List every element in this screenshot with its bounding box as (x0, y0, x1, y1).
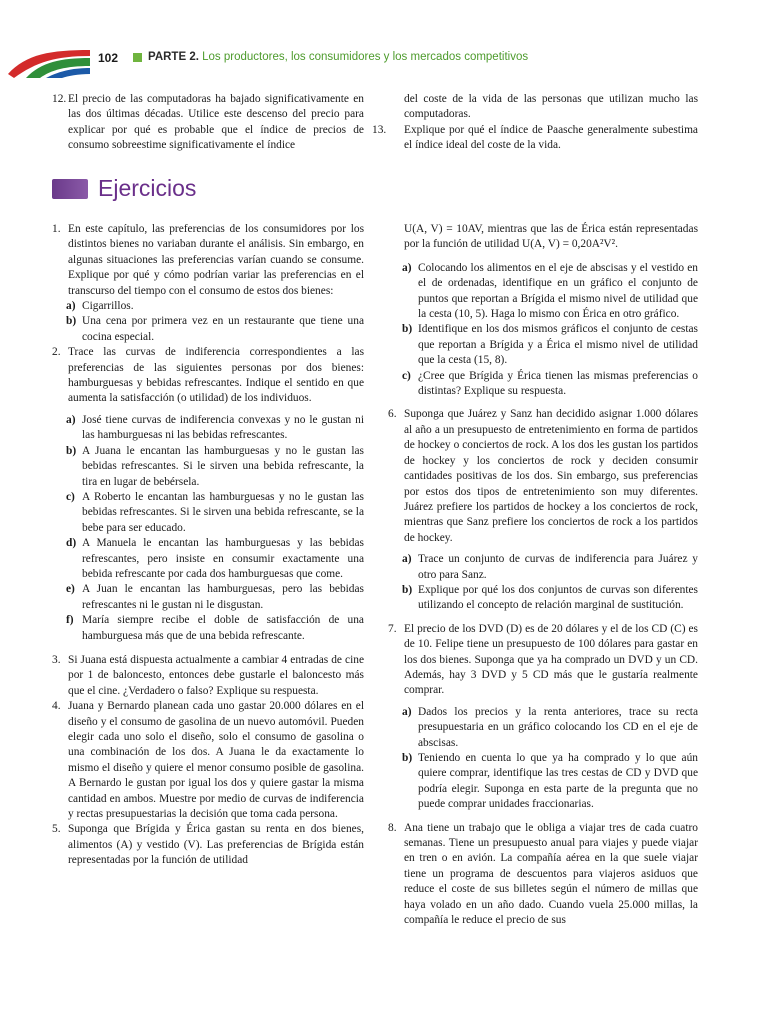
sub-letter: b) (402, 323, 413, 336)
exercise-text: Trace las curvas de indiferencia correspondientes a las preferencias de las siguientes personas por dos bienes: hamburguesas y bebidas refrescantes. Indique el sentido en que aumenta la satisfacción (o utilidad) de los individuos. (68, 346, 364, 405)
exercise-6b (388, 583, 698, 614)
exercise-5-continued: U(A, V) = 10AV, mientras que las de Érica están representadas por la función de utilidad U(A, V) = 0,20A²V². (404, 223, 698, 251)
exercise-5c (388, 369, 698, 400)
exercise-2a (52, 413, 364, 444)
exercise-2b (52, 444, 364, 490)
exercise-2 (52, 345, 364, 407)
sub-letter: c) (402, 369, 411, 382)
exercise-text: En este capítulo, las preferencias de los consumidores por los distintos bienes no variaban durante el análisis. Sin embargo, en algunas situaciones las preferencias varían cuando se consume. Explique por qué y cómo podrían variar las preferencias en el transcurso del tiempo con el consumo de estos dos bienes: (68, 223, 364, 297)
question-text: El precio de las computadoras ha bajado significativamente en las dos últimas décadas. Utilice este descenso del precio para explicar por qué es probable que el índice de precios de consumo sobreestime significativamente el índice (68, 93, 364, 152)
exercise-6a (388, 552, 698, 583)
question-12-continued: del coste de la vida de las personas que utilizan mucho las computadoras. (404, 93, 698, 121)
exercise-4 (52, 699, 364, 822)
sub-text: Teniendo en cuenta lo que ya ha comprado y lo que aún quiere comprar, identifique las tres cestas de CD y DVD que podría elegir. Suponga en esta parte de la pregunta que no puede comprar unidades fraccionarias. (418, 752, 698, 811)
exercise-number: 3. (52, 653, 61, 666)
publisher-logo-icon (6, 44, 92, 78)
exercise-3 (52, 653, 364, 699)
exercise-number: 6. (388, 408, 397, 421)
section-title: Ejercicios (98, 175, 197, 201)
question-12 (52, 92, 364, 154)
exercise-number: 5. (52, 823, 61, 836)
exercise-text: Juana y Bernardo planean cada uno gastar 20.000 dólares en el diseño y el consumo de gasolina de un nuevo automóvil. Pueden elegir cada uno solo el diseño, solo el consumo de gasolina o una combinación de los dos. A Juana le da exactamente lo mismo el diseño y quiere el menor consumo posible de gasolina. A Bernardo le gustan por igual los dos y quiere gastar la misma cantidad en ambos. Muestre por medio de curvas de indiferencia y rectas presupuestarias la decisión que toma cada persona. (68, 700, 364, 821)
right-column (388, 222, 698, 928)
sub-text: Una cena por primera vez en un restaurante que tiene una cocina especial. (82, 315, 364, 343)
sub-letter: e) (66, 583, 75, 596)
exercise-6 (388, 407, 698, 546)
left-column (52, 222, 364, 869)
section-banner-icon (52, 179, 88, 199)
exercise-number: 2. (52, 346, 61, 359)
question-number: 13. (372, 123, 387, 136)
sub-letter: b) (402, 752, 413, 764)
sub-text: Trace un conjunto de curvas de indiferencia para Juárez y otro para Sanz. (418, 553, 698, 581)
sub-text: Cigarrillos. (82, 300, 134, 313)
exercise-7 (388, 622, 698, 699)
exercise-2c (52, 490, 364, 536)
exercise-number: 1. (52, 223, 61, 235)
sub-letter: b) (66, 315, 77, 328)
exercise-2e (52, 582, 364, 613)
exercise-1 (52, 222, 364, 299)
sub-text: Dados los precios y la renta anteriores, trace su recta presupuestaria en un gráfico colocando los CD en el eje de abscisas. (418, 705, 698, 749)
exercise-5b (388, 322, 698, 368)
question-number: 12. (52, 93, 67, 105)
section-heading (52, 175, 698, 205)
sub-letter: a) (402, 261, 412, 274)
exercise-7b (388, 751, 698, 813)
part-heading (148, 51, 528, 63)
sub-letter: a) (402, 553, 412, 566)
exercise-2f (52, 613, 364, 644)
sub-text: A Juana le encantan las hamburguesas y no le gustan las bebidas refrescantes. Si le sirven una bebida refrescante, la tira en lugar de bebérsela. (82, 444, 364, 488)
exercise-1a (52, 299, 364, 314)
exercise-text: Si Juana está dispuesta actualmente a cambiar 4 entradas de cine por 1 de baloncesto, entonces debe gustarle el baloncesto más que el cine. ¿Verdadero o falso? Explique su respuesta. (68, 653, 364, 697)
sub-letter: a) (66, 300, 76, 313)
sub-letter: b) (402, 583, 413, 596)
sub-letter: d) (66, 537, 77, 550)
exercise-text: Ana tiene un trabajo que le obliga a viajar tres de cada cuatro semanas. Tiene un presupuesto anual para viajes y puede viajar en tren o en avión. La compañía aérea en la que suele viajar tiene un programa de descuentos para viajeros asiduos que reduce el coste de sus billetes según el número de millas que haya volado en un año dado. Cuando vuela 25.000 millas, la compañía le reduce el precio de sus (404, 821, 698, 927)
exercise-number: 4. (52, 700, 61, 713)
exercise-2d (52, 536, 364, 582)
part-label: PARTE 2. (148, 51, 199, 63)
exercise-1b (52, 314, 364, 345)
exercise-number: 7. (388, 622, 397, 635)
sub-letter: b) (66, 444, 77, 457)
sub-letter: a) (66, 413, 76, 426)
sub-text: Colocando los alimentos en el eje de abscisas y el vestido en el de ordenadas, identifique en un gráfico el conjunto de puntos que reportan a Brígida el mismo nivel de utilidad que la cesta (10, 5). Haga lo mismo con Érica en otro gráfico. (418, 261, 698, 321)
sub-text: A Juan le encantan las hamburguesas, pero las bebidas refrescantes ni le gustan ni le disgustan. (82, 583, 364, 611)
question-13 (372, 123, 698, 154)
exercise-7a (388, 705, 698, 751)
page-number: 102 (98, 51, 119, 65)
exercise-5 (52, 822, 364, 868)
sub-text: ¿Cree que Brígida y Érica tienen las mismas preferencias o distintas? Explique su respuesta. (418, 369, 698, 398)
green-square-icon (133, 53, 142, 62)
top-left-column (52, 92, 364, 154)
exercise-text: Suponga que Brígida y Érica gastan su renta en dos bienes, alimentos (A) y vestido (V). Las preferencias de Brígida están representadas por la función de utilidad (68, 823, 364, 867)
exercise-text: El precio de los DVD (D) es de 20 dólares y el de los CD (C) es de 10. Felipe tiene un presupuesto de 100 dólares para gastar en los dos bienes. Suponga que ya ha comprado un DVD y un CD. Además, hay 3 DVD y 5 CD más que le gustaría realmente comprar. (404, 622, 698, 697)
exercise-number: 8. (388, 821, 397, 834)
sub-text: María siempre recibe el doble de satisfacción de una hamburguesa más que de una bebida refrescante. (82, 614, 364, 642)
sub-text: José tiene curvas de indiferencia convexas y no le gustan ni las hamburguesas ni las bebidas refrescantes. (82, 413, 364, 442)
question-text: Explique por qué el índice de Paasche generalmente subestima el índice ideal del coste de la vida. (404, 123, 698, 152)
exercise-5a (388, 261, 698, 323)
sub-text: A Roberto le encantan las hamburguesas y no le gustan las bebidas refrescantes. Si le sirven una bebida refrescante, se la bebe para ser educado. (82, 490, 364, 534)
sub-text: Identifique en los dos mismos gráficos el conjunto de cestas que reportan a Brígida y a Érica el mismo nivel de utilidad que la cesta (15, 8). (418, 323, 698, 367)
exercise-text: Suponga que Juárez y Sanz han decidido asignar 1.000 dólares al año a un presupuesto de entretenimiento en forma de partidos de hockey o conciertos de rock. A los dos les gustan los partidos de hockey y los conciertos de rock y deciden consumir cantidades positivas de los dos. Sin embargo, sus preferencias por estos dos tipos de entretenimiento son muy diferentes. Juárez prefiere los partidos de hockey a los conciertos de rock, mientras que Sanz prefiere los conciertos de rock a los partidos de hockey. (404, 408, 698, 544)
sub-letter: c) (66, 490, 75, 503)
part-title: Los productores, los consumidores y los mercados competitivos (202, 51, 529, 63)
page-header (0, 40, 768, 80)
sub-text: A Manuela le encantan las hamburguesas y las bebidas refrescantes, pero insiste en consumir exactamente una bebida refrescante por cada dos hamburguesas que come. (82, 537, 364, 580)
sub-text: Explique por qué los dos conjuntos de curvas son diferentes utilizando el concepto de relación marginal de sustitución. (418, 583, 698, 612)
top-right-column (372, 92, 698, 154)
exercise-8 (388, 821, 698, 929)
sub-letter: f) (66, 614, 74, 627)
sub-letter: a) (402, 705, 412, 718)
